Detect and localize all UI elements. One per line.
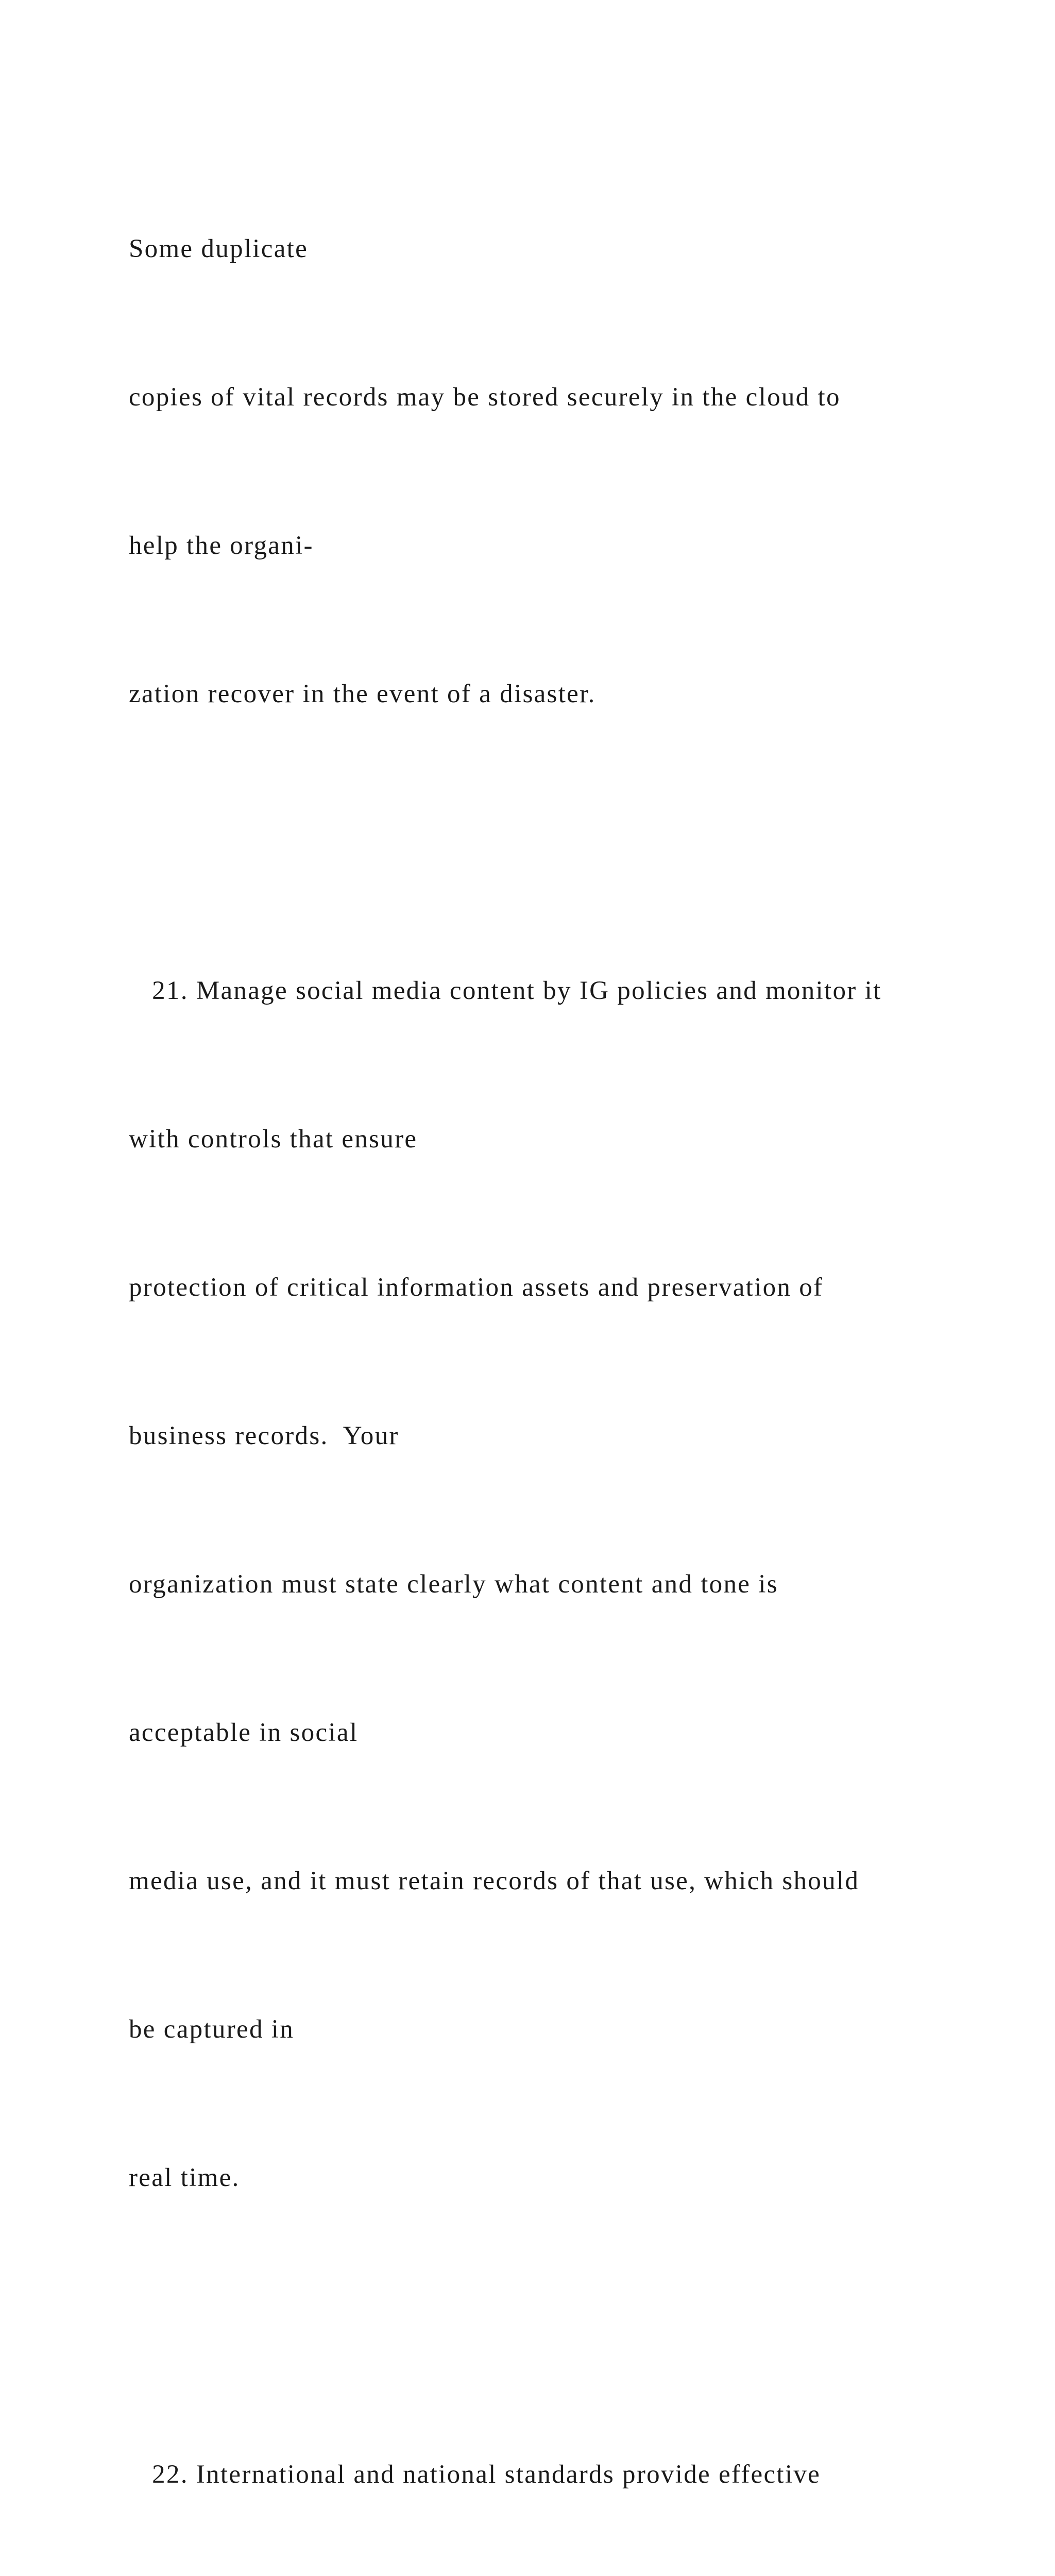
document-text	[129, 125, 1035, 2576]
text-line: zation recover in the event of a disaster.	[129, 680, 596, 708]
text-line: Some duplicate	[129, 234, 309, 263]
text-line: business records. Your	[129, 1421, 399, 1450]
text-line: with controls that ensure	[129, 1125, 418, 1154]
text-line: protection of critical information assets and preservation of	[129, 1273, 824, 1302]
text-line: organization must state clearly what content and tone is	[129, 1570, 778, 1599]
text-line: 21. Manage social media content by IG policies and monitor it	[129, 976, 882, 1005]
blank-line	[129, 818, 1035, 867]
text-line: be captured in	[129, 2015, 295, 2044]
blank-line	[129, 2301, 1035, 2351]
text-line: copies of vital records may be stored securely in the cloud to	[129, 383, 841, 412]
text-line: acceptable in social	[129, 1718, 359, 1747]
text-line: 22. International and national standards provide effective	[129, 2460, 821, 2489]
text-line: media use, and it must retain records of that use, which should	[129, 1867, 860, 1895]
text-line: help the organi-	[129, 531, 314, 560]
text-line: real time.	[129, 2163, 240, 2192]
